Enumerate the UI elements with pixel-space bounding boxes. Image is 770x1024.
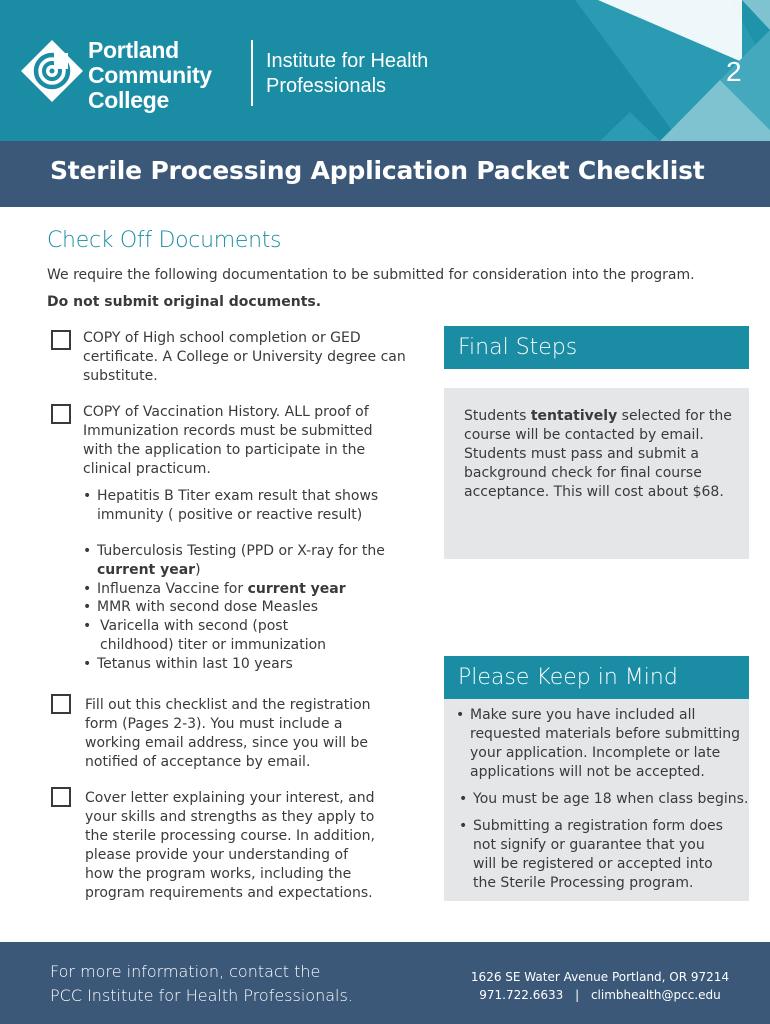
- text-line: Students must pass and submit a: [464, 446, 699, 462]
- item-text: form (Pages 2-3). You must include a: [85, 716, 343, 732]
- bold-text: tentatively: [530, 408, 618, 424]
- list-item: [83, 617, 385, 655]
- checkbox-vaccination[interactable]: [51, 404, 71, 424]
- list-item: [456, 706, 748, 782]
- list-item: [83, 580, 385, 599]
- checklist-item-cover-letter: [85, 789, 375, 903]
- bullet-text: requested materials before submitting: [470, 726, 741, 742]
- checkbox-registration[interactable]: [51, 694, 71, 714]
- text-line: course will be contacted by email.: [464, 427, 704, 443]
- item-text: substitute.: [83, 368, 158, 384]
- item-text: Cover letter explaining your interest, and: [85, 790, 375, 806]
- final-steps-header: [444, 326, 749, 369]
- item-text: COPY of High school completion or GED: [83, 330, 361, 346]
- final-steps-text: [464, 407, 732, 502]
- bullet-text: Tetanus within last 10 years: [97, 655, 293, 672]
- checklist-item-registration: [85, 696, 371, 772]
- logo-divider: [251, 40, 253, 106]
- bullet-text: • Hepatitis B Titer exam result that shows: [97, 488, 379, 504]
- bullet-text: not signify or guarantee that you: [473, 837, 705, 853]
- notice-text: Do not submit original documents.: [47, 294, 322, 310]
- page-number: 2: [726, 56, 742, 87]
- list-item: [83, 655, 385, 674]
- page-title: Sterile Processing Application Packet Checklist: [50, 156, 705, 185]
- bullet-text: Influenza Vaccine for: [97, 580, 248, 597]
- list-item: [83, 598, 385, 617]
- item-text: COPY of Vaccination History. ALL proof of: [83, 404, 369, 420]
- checkbox-hs-completion[interactable]: [51, 330, 71, 350]
- institute-line: Professionals: [266, 75, 387, 97]
- org-name-line: Portland: [88, 37, 179, 63]
- list-item: [83, 542, 385, 580]
- item-text: clinical practicum.: [83, 461, 211, 477]
- page-header: [0, 0, 770, 141]
- item-text: working email address, since you will be: [85, 735, 369, 751]
- bullet-text: MMR with second dose Measles: [97, 599, 319, 616]
- bold-text: current year: [97, 561, 196, 578]
- institute-line: Institute for Health: [266, 50, 429, 72]
- keep-in-mind-list: [456, 706, 748, 893]
- item-text: certificate. A College or University degree can: [83, 349, 406, 365]
- institute-name: [266, 49, 428, 99]
- hepatitis-list: [83, 487, 378, 525]
- bullet-text: immunity ( positive or reactive result): [97, 506, 363, 523]
- vaccine-list: [83, 542, 385, 674]
- item-text: Fill out this checklist and the registration: [85, 697, 371, 713]
- checklist-item-vaccination: [83, 403, 372, 479]
- footer-text: For more information, contact the: [50, 962, 321, 981]
- footer-email-link[interactable]: climbhealth@pcc.edu: [590, 988, 721, 1002]
- bullet-text: applications will not be accepted.: [470, 764, 705, 780]
- bullet-text: will be registered or accepted into: [473, 856, 713, 872]
- item-text: your skills and strengths as they apply to: [85, 809, 375, 825]
- list-item: [83, 487, 378, 525]
- pcc-wordmark: [88, 38, 212, 113]
- footer-contact-details: [440, 968, 760, 1004]
- text-span: Students: [464, 408, 531, 424]
- section-heading: Check Off Documents: [47, 228, 282, 253]
- item-text: how the program works, including the: [85, 866, 352, 882]
- item-text: Immunization records must be submitted: [83, 423, 373, 439]
- footer-separator: |: [575, 988, 580, 1002]
- footer-address: 1626 SE Water Avenue Portland, OR 97214: [470, 970, 730, 984]
- item-text: the sterile processing course. In addition,: [85, 828, 375, 844]
- bullet-text: • You must be age 18 when class begins.: [473, 791, 749, 807]
- list-item: [459, 817, 748, 893]
- bullet-text: • Submitting a registration form does: [473, 818, 723, 834]
- item-text: program requirements and expectations.: [85, 885, 373, 901]
- text-line: [464, 407, 732, 426]
- checkbox-cover-letter[interactable]: [51, 787, 71, 807]
- bullet-text: • Varicella with second (post: [100, 618, 289, 635]
- checklist-item-hs-completion: [83, 329, 406, 386]
- footer-contact-line: [440, 986, 760, 1004]
- footer-phone[interactable]: 971.722.6633: [479, 988, 564, 1002]
- keep-in-mind-panel: [444, 699, 749, 901]
- intro-text: We require the following documentation to be submitted for consideration into the program.: [47, 267, 695, 283]
- text-line: acceptance. This will cost about $68.: [464, 484, 724, 500]
- bullet-text: ): [195, 561, 201, 578]
- pcc-logo-icon: [20, 39, 84, 103]
- list-item: [459, 790, 748, 809]
- bullet-text: the Sterile Processing program.: [473, 875, 694, 891]
- org-name-line: College: [88, 87, 169, 113]
- bullet-text: • Tuberculosis Testing (PPD or X-ray for the: [97, 543, 385, 559]
- keep-in-mind-header: [444, 656, 749, 699]
- item-text: notified of acceptance by email.: [85, 754, 311, 770]
- bullet-text: your application. Incomplete or late: [470, 745, 721, 761]
- bullet-text: [97, 561, 385, 580]
- item-text: with the application to participate in the: [83, 442, 366, 458]
- final-steps-heading: Final Steps: [458, 335, 578, 360]
- text-line: background check for final course: [464, 465, 702, 481]
- text-span: selected for the: [617, 408, 732, 424]
- bullet-text: childhood) titer or immunization: [100, 636, 327, 653]
- org-name-line: Community: [88, 62, 212, 88]
- bullet-text: • Make sure you have included all: [470, 707, 696, 723]
- footer-text: PCC Institute for Health Professionals.: [50, 986, 353, 1005]
- keep-in-mind-heading: Please Keep in Mind: [458, 665, 678, 690]
- footer-contact-intro: [50, 960, 353, 1008]
- bold-text: current year: [247, 580, 346, 597]
- final-steps-panel: [444, 388, 749, 559]
- item-text: please provide your understanding of: [85, 847, 348, 863]
